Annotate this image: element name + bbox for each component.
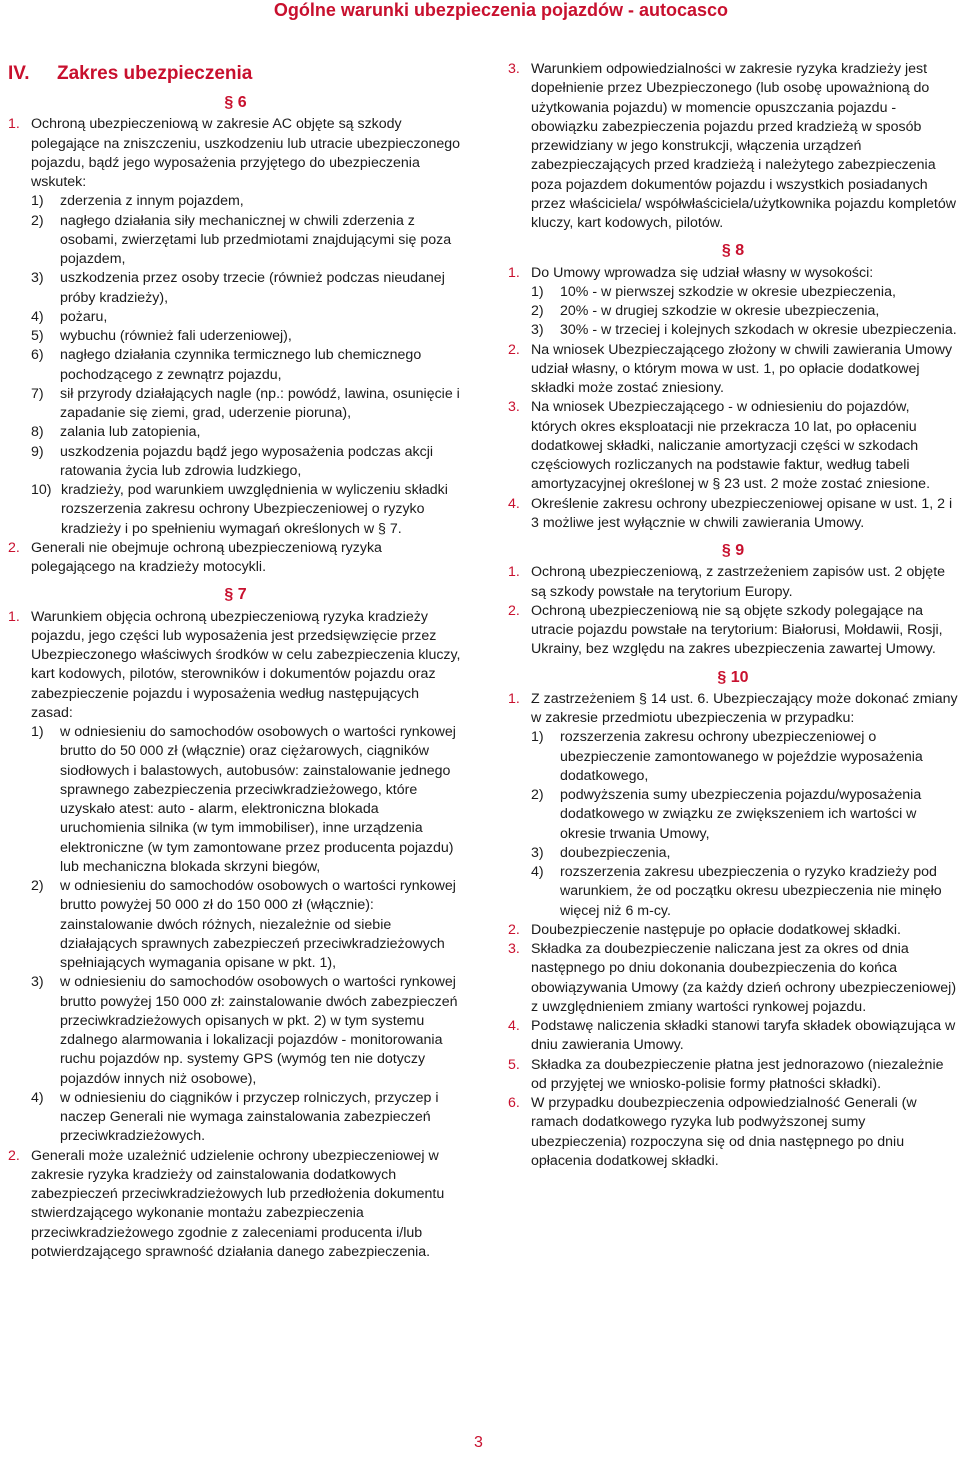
list-item: 2) w odniesieniu do samochodów osobowych o wartości rynkowej brutto powyżej 50 000 zł do 150 000 zł (włącznie): zainstalowanie dwóch różnych, niezależnie od siebie działających sprawnych zabezpieczeń przeciwkradzieżowych spełniających wymagania opisane w pkt. 1), — [31, 878, 456, 971]
clause-8-1-items — [531, 283, 958, 341]
clause-7-1: 1. Warunkiem objęcia ochroną ubezpieczeniową ryzyka kradzieży pojazdu, jego części lub wyposażenia jest przedsięwzięcie przez Ubezpieczonego właściwych środków w celu zabezpieczenia kluczy, kart kodowych, pilotów, sterowników i dokumentów pojazdu oraz zabezpieczenie pojazdu i wyposażenia według następujących zasad: 1) w odniesieniu do samochodów osobowych o wartości rynkowej brutto do 50 000 zł (włącznie) oraz ciężarowych, ciągników siodłowych i balastowych, autobusów: zainstalowanie jednego sprawnego zabezpieczenia przeciwkradzieżowego, które uzyskało atest: auto - alarm, elektroniczna blokada uruchomienia silnika (w tym immobiliser), inne urządzenia elektroniczne (w tym zamontowane przez producenta pojazdu) lub mechaniczna blokada skrzyni biegów, 2) w odniesieniu do samochodów osobowych o wartości rynkowej brutto powyżej 50 000 zł do 150 000 zł (włącznie): zainstalowanie dwóch różnych, niezależnie od siebie działających sprawnych zabezpieczeń przeciwkradzieżowych spełniających wymagania opisane w pkt. 1), 3) w odniesieniu do samochodów osobowych o wartości rynkowej brutto powyżej 150 000 zł: zainstalowanie dwóch zabezpieczeń przeciwkradzieżowych opisanych w pkt. 2) w tym systemu zdalnego alarmowania i lokalizacji pojazdów - monitorowania ruchu pojazdów np. systemy GPS (wymóg ten nie dotyczy pojazdów innych niż osobowe), 4) w odniesieniu do ciągników i przyczep rolniczych, przyczep i naczep Generali nie wymaga zainstalowania zabezpieczeń przeciwkradzieżowych. — [8, 608, 463, 1147]
list-item: 4) rozszerzenia zakresu ubezpieczenia o ryzyko kradzieży pod warunkiem, że od początku okresu ubezpieczenia nie minęło więcej niż 6 m-cy. — [531, 864, 942, 919]
clause-10-3: 3. Składka za doubezpieczenie naliczana jest za okres od dnia następnego po dniu dokonania doubezpieczenia do końca obowiązywania Umowy (za każdy dzień ochrony ubezpieczeniowej) z uwzględnieniem zmiany wartości rynkowej pojazdu. — [508, 941, 957, 1015]
list-item: 4) w odniesieniu do ciągników i przyczep rolniczych, przyczep i naczep Generali nie wymaga zainstalowania zabezpieczeń przeciwkradzieżowych. — [31, 1089, 439, 1145]
clause-10-4: 4. Podstawę naliczenia składki stanowi taryfa składek obowiązująca w dniu zawierania Umowy. — [508, 1018, 956, 1054]
section-title: Zakres ubezpieczenia — [57, 63, 253, 84]
clause-6-2: 2. Generali nie obejmuje ochroną ubezpieczeniową ryzyka polegającego na kradzieży motocykli. — [8, 539, 382, 575]
list-item: 2) 20% - w drugiej szkodzie w okresie ubezpieczenia, — [531, 303, 880, 319]
list-item: 7) sił przyrody działających nagle (np.: powódź, lawina, osunięcie i zapadanie się ziemi, grad, uderzenie pioruna), — [31, 385, 460, 421]
clause-text: Ochroną ubezpieczeniową w zakresie AC objęte są szkody polegające na zniszczeniu, uszkodzeniu lub utracie ubezpieczonego pojazdu, bądź jego wyposażenia przyjętego do ubezpieczenia wskutek: — [31, 116, 461, 190]
clause-9-1: 1. Ochroną ubezpieczeniową, z zastrzeżeniem zapisów ust. 2 objęte są szkody powstałe na terytorium Europy. — [508, 564, 946, 600]
paragraph-sign-10: § 10 — [717, 668, 749, 686]
list-item: 5) wybuchu (również fali uderzeniowej), — [31, 328, 292, 344]
paragraph-sign-8: § 8 — [721, 242, 745, 260]
list-item: 2) podwyższenia sumy ubezpieczenia pojazdu/wyposażenia dodatkowego w związku ze zwiększeniem ich wartości w okresie trwania Umowy, — [531, 787, 922, 842]
list-item: 1) 10% - w pierwszej szkodzie w okresie ubezpieczenia, — [531, 283, 896, 300]
left-column — [8, 60, 463, 1262]
clause-number: 1. — [8, 116, 20, 133]
section-heading — [8, 63, 463, 85]
page-number: 3 — [474, 1434, 483, 1451]
list-item: 1) rozszerzenia zakresu ochrony ubezpieczeniowej o ubezpieczenie zamontowanego w pojeździe wyposażenia dodatkowego, — [531, 729, 923, 784]
clause-6-1 — [8, 115, 463, 539]
clause-7-2: 2. Generali może uzależnić udzielenie ochrony ubezpieczeniowej w zakresie ryzyka kradzieży od zainstalowania dodatkowych zabezpieczeń przeciwkradzieżowych lub przedłożenia dokumentu stwierdzającego wykonanie montażu zabezpieczenia przeciwkradzieżowego zgodnie z zaleceniami producenta i/lub potwierdzającego sprawność działania danego zabezpieczenia. — [8, 1147, 445, 1260]
list-item: 3) uszkodzenia przez osoby trzecie (również podczas nieudanej próby kradzieży), — [31, 270, 445, 306]
section-number: IV. — [8, 63, 30, 84]
clause-8-4: 4. Określenie zakresu ochrony ubezpieczeniowej opisane w ust. 1, 2 i 3 możliwe jest wyłącznie w chwili zawierania Umowy. — [508, 495, 953, 531]
clause-8-1: 1. Do Umowy wprowadza się udział własny w wysokości: 1) 10% - w pierwszej szkodzie w okresie ubezpieczenia, 2) 20% - w drugiej szkodzie w okresie ubezpieczenia, 3) 30% - w trzeciej i kolejnych szkodach w okresie ubezpieczenia. — [508, 264, 958, 341]
clause-7-1-items — [31, 723, 463, 1147]
clause-10-1-items — [531, 728, 958, 921]
list-item: 8) zalania lub zatopienia, — [31, 424, 201, 441]
paragraph-sign-7: § 7 — [224, 586, 247, 604]
list-item: 9) uszkodzenia pojazdu bądź jego wyposażenia podczas akcji ratowania życia lub zdrowia ludzkiego, — [31, 443, 434, 479]
list-item: 1) zderzenia z innym pojazdem, — [31, 193, 244, 210]
list-item: 10) kradzieży, pod warunkiem uwzględnienia w wyliczeniu składki rozszerzenia zakresu ochrony Ubezpieczeniowej o ryzyko kradzieży i po spełnieniu wymagań określonych w § 7. — [31, 482, 448, 537]
clause-6-1-items — [31, 192, 463, 539]
list-item: 3) 30% - w trzeciej i kolejnych szkodach w okresie ubezpieczenia. — [531, 322, 957, 339]
paragraph-sign-9: § 9 — [721, 542, 745, 559]
right-column — [508, 60, 958, 1171]
clause-9-2: 2. Ochroną ubezpieczeniową nie są objęte szkody polegające na utracie pojazdu powstałe na terytorium: Białorusi, Mołdawii, Rosji, Ukrainy, bez względu na zakres ubezpieczenia zawartej Umowy. — [508, 602, 943, 658]
list-item: 3) doubezpieczenia, — [531, 844, 671, 861]
clause-8-3: 3. Na wniosek Ubezpieczającego - w odniesieniu do pojazdów, których okres eksploatacji nie przekracza 10 lat, po opłaceniu dodatkowej składki, naliczanie amortyzacji części w szkodach częściowych rozliczanych na podstawie faktur, według tabeli amortyzacyjnej określonej w § 23 ust. 2 może zostać zniesione. — [508, 399, 931, 493]
paragraph-sign-6: § 6 — [224, 94, 247, 111]
list-item: 1) w odniesieniu do samochodów osobowych o wartości rynkowej brutto do 50 000 zł (włącznie) oraz ciężarowych, ciągników siodłowych i balastowych, autobusów: zainstalowanie jednego sprawnego zabezpieczenia przeciwkradzieżowego, które uzyskało atest: auto - alarm, elektroniczna blokada uruchomienia silnika (w tym immobiliser), inne urządzenia elektroniczne (w tym zamontowane przez producenta pojazdu) lub mechaniczna blokada skrzyni biegów, — [31, 724, 456, 875]
document-header-title: Ogólne warunki ubezpieczenia pojazdów - autocasco — [273, 0, 728, 20]
list-item: 4) pożaru, — [31, 308, 108, 325]
clause-10-5: 5. Składka za doubezpieczenie płatna jest jednorazowo (niezależnie od przyjętej we wniosko-polisie formy płatności składki). — [508, 1056, 944, 1092]
list-item: 2) nagłego działania siły mechanicznej w chwili zderzenia z osobami, zwierzętami lub przedmiotami znajdującymi się poza pojazdem, — [31, 212, 452, 267]
clause-10-6: 6. W przypadku doubezpieczenia odpowiedzialność Generali (w ramach dodatkowego ryzyka lub podwyższonej sumy ubezpieczenia) rozpoczyna się od dnia następnego po dniu opłacenia dodatkowej składki. — [508, 1095, 917, 1169]
list-item: 3) w odniesieniu do samochodów osobowych o wartości rynkowej brutto powyżej 150 000 zł: zainstalowanie dwóch zabezpieczeń przeciwkradzieżowych opisanych w pkt. 2) w tym systemu zdalnego alarmowania i lokalizacji pojazdów - monitorowania ruchu pojazdów np. systemy GPS (wymóg ten nie dotyczy pojazdów innych niż osobowe), — [31, 974, 458, 1087]
clause-8-2: 2. Na wniosek Ubezpieczającego złożony w chwili zawierania Umowy udział własny, o którym mowa w ust. 1, po opłacie dodatkowej składki może zostać zniesiony. — [508, 341, 953, 396]
list-item: 6) nagłego działania czynnika termicznego lub chemicznego pochodzącego z zewnątrz pojazdu, — [31, 347, 422, 383]
clause-10-1: 1. Z zastrzeżeniem § 14 ust. 6. Ubezpieczający może dokonać zmiany w zakresie przedmiotu ubezpieczenia w przypadku: 1) rozszerzenia zakresu ochrony ubezpieczeniowej o ubezpieczenie zamontowanego w pojeździe wyposażenia dodatkowego, 2) podwyższenia sumy ubezpieczenia pojazdu/wyposażenia dodatkowego w związku ze zwiększeniem ich wartości w okresie trwania Umowy, 3) doubezpieczenia, 4) rozszerzenia zakresu ubezpieczenia o ryzyko kradzieży pod warunkiem, że od początku okresu ubezpieczenia nie minęło więcej niż 6 m-cy. — [508, 690, 958, 921]
clause-10-2: 2. Doubezpieczenie następuje po opłacie dodatkowej składki. — [508, 921, 901, 938]
clause-7-3: 3. Warunkiem odpowiedzialności w zakresie ryzyka kradzieży jest dopełnienie przez Ubezpieczonego (lub osobę upoważnioną do użytkowania pojazdu) w momencie opuszczania pojazdu - obowiązku zabezpieczenia pojazdu przed kradzieżą w sposób przewidziany w jego konstrukcji, włączenia urządzeń zabezpieczających przed kradzieżą i należytego zabezpieczenia poza pojazdem dokumentów pojazdu i wszystkich posiadanych przez właściciela/ współwłaściciela/użytkownika pojazdu kompletów kluczy, kart kodowych, pilotów. — [508, 61, 957, 231]
